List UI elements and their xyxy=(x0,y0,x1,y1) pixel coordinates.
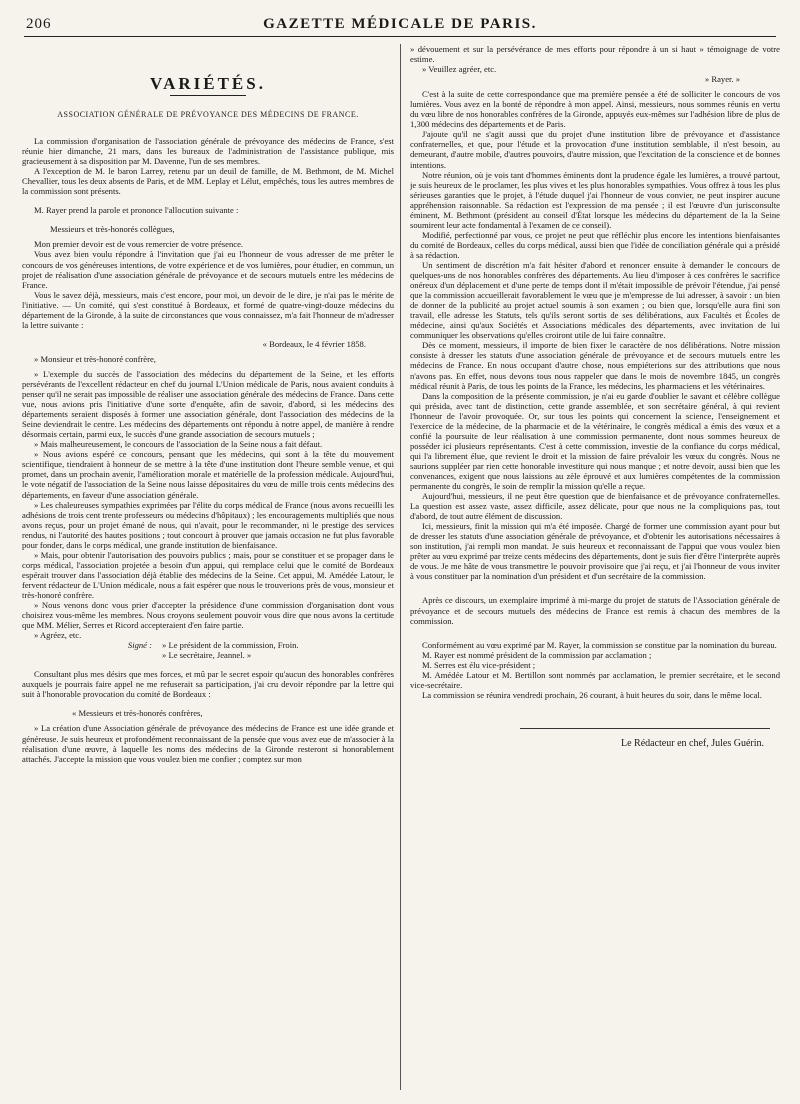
bureau-paragraph-1: Conformément au vœu exprimé par M. Rayer, la commission se constitue par la nomination du bureau. xyxy=(422,639,777,650)
right-paragraph-1: C'est à la suite de cette correspondance que ma première pensée a été de solliciter le concours de vos lumières. Vous avez en la bonté de répondre à mon appel. Ainsi, messieurs, nous sommes réunis en vertu du vœu libre de nos honorables confrères de la Gironde, appuyés eux-mêmes sur l'adhésion libre de plus de 1,300 médecins des départements et de Paris. xyxy=(410,89,780,130)
letter-paragraph-7: » Agréez, etc. xyxy=(34,630,82,641)
letter-paragraph-6: » Nous venons donc vous prier d'accepter la présidence d'une commission d'organisation dont vous choisirez vous-même les membres. Nous croyons seulement pouvoir vous dire que nous avons la certitude que MM. Mélier, Serres et Ricord accepteraient d'en faire partie. xyxy=(22,600,394,631)
speech-paragraph-3: Vous le savez déjà, messieurs, mais c'est encore, pour moi, un devoir de le dire, je n'ai pas le mérite de l'initiative. — Un comité, qui s'est constitué à Bordeaux, et formé de quatre-vingt-douze médecins du département de la Gironde, à la suite de circonstances que vous connaissez, m'a fait l'honneur de m'adresser la lettre suivante : xyxy=(22,289,394,330)
reply-signature: » Rayer. » xyxy=(704,74,740,85)
bureau-paragraph-4: M. Amédée Latour et M. Bertillon sont nommés par acclamation, le premier secrétaire, et le second vice-secrétaire. xyxy=(410,669,780,690)
reply-close: » Veuillez agréer, etc. xyxy=(422,64,497,75)
after-letter-paragraph: Consultant plus mes désirs que mes forces, et mû par le secret espoir qu'aucun des honorables confrères auxquels je pourrais faire appel ne me refuserait sa participation, j'ai cru devoir répondre par la lettre qui suit à l'honorable provocation du comité de Bordeaux : xyxy=(22,669,394,700)
page-number: 206 xyxy=(26,16,52,32)
letter-date: « Bordeaux, le 4 février 1858. xyxy=(262,338,366,349)
signature-line-1: » Le président de la commission, Froin. xyxy=(162,640,299,651)
right-paragraph-5: Un sentiment de discrétion m'a fait hésiter d'abord et renoncer ensuite à demander le concours de quelques-uns de nos honorables confrères des départements. Au lieu d'imposer à ces confrères le sacrifice onéreux d'un déplacement et d'une perte de temps dont il m'était impossible de prévoir l'étendue, j'ai pensé que la commission accueillerait favorablement le vœu que je m'empresse de lui adresser, à savoir : un bien de donner de la publicité au projet actuel soumis à son examen ; ou bien que, lorsqu'elle aura fini son travail, elle adresse les Statuts, tels qu'ils seront sortis de ses délibérations, aux Facultés et Écoles de médecine, ainsi qu'aux Sociétés et Associations médicales des départements, avec invitation de lui communiquer les observations qu'elles croiront utile de lui faire connaître. xyxy=(410,259,780,341)
title-underline xyxy=(170,95,246,96)
after-speech-paragraph: Après ce discours, un exemplaire imprimé à mi-marge du projet de statuts de l'Association générale de prévoyance et de secours mutuels des médecins de France est remis à chacun des membres de la commission. xyxy=(410,595,780,626)
right-paragraph-4: Modifié, perfectionné par vous, ce projet ne peut que réfléchir plus encore les intentions bienfaisantes du comité de Bordeaux, celles du corps médical, aussi bien que l'idée de conciliation générale qui a présidé à sa rédaction. xyxy=(410,229,780,260)
right-paragraph-6: Dès ce moment, messieurs, il importe de bien fixer le caractère de nos délibérations. Notre mission consiste à dresser les statuts d'une association générale de prévoyance et de secours mutuels entre les médecins de France. En nous occupant d'autre chose, nous empiéterions sur des attributions que nous n'avons pas. En effet, nous devons tous nous rappeler que dans le mois de novembre 1845, un congrès médical réunit à Paris, de tous les points de la France, les médecins, les pharmaciens et les vétérinaires. xyxy=(410,340,780,391)
signature-label: Signé : xyxy=(127,640,152,651)
reply-salutation: « Messieurs et très-honorés confrères, xyxy=(72,708,203,719)
bureau-paragraph-2: M. Rayer est nommé président de la commission par acclamation ; xyxy=(422,649,652,660)
letter-signature xyxy=(22,640,394,660)
speech-paragraph-2: Vous avez bien voulu répondre à l'invitation que j'ai eu l'honneur de vous adresser de me prêter le concours de vos généreuses intentions, de votre expérience et de vos lumières, pour étudier, en commun, un projet de réalisation d'une association générale de prévoyance et de secours mutuels entre les médecins de France. xyxy=(22,249,394,290)
speech-paragraph-1: Mon premier devoir est de vous remercier de votre présence. xyxy=(34,239,244,250)
intro-paragraph-1: La commission d'organisation de l'association générale de prévoyance des médecins de France, s'est réunie hier dimanche, 21 mars, dans les bureaux de l'administration de l'assistance publique, mis gracieusement à sa disposition par M. Davenne, l'un de ses membres. xyxy=(22,136,394,167)
rayer-intro: M. Rayer prend la parole et prononce l'allocution suivante : xyxy=(34,205,239,216)
letter-paragraph-4: » Les chaleureuses sympathies exprimées par l'élite du corps médical de France (nous avons recueilli les adhésions de trois cent trente professeurs ou médecins d'hôpitaux) ; les encouragements multipliés que nous avons reçus, pour un projet émané de nous, qui n'avait, pour le recommander, ni le prestige des services rendus, ni l'autorité des hautes positions ; tout concourt à prouver que jamais occasion ne fut plus favorable pour fonder, dans le corps médical, une grande institution de bienfaisance. xyxy=(22,499,394,550)
section-title: VARIÉTÉS. xyxy=(150,74,266,93)
page-header xyxy=(24,14,776,37)
left-column xyxy=(22,44,394,1094)
bureau-paragraph-3: M. Serres est élu vice-président ; xyxy=(422,659,536,670)
column-divider xyxy=(400,44,401,1090)
letter-paragraph-1: » L'exemple du succès de l'association des médecins du département de la Seine, et les efforts persévérants de l'excellent rédacteur en chef du journal L'Union médicale de Paris, nous avaient conduits à penser qu'il ne serait pas impossible de réaliser une association générale des médecins de France. Dans cette vue, nous avions pris l'initiative d'une sorte d'enquête, afin de savoir, d'abord, si les médecins des départements seraient disposés à former une association générale, dont l'association des médecins de la Seine deviendrait le centre. Les médecins des départements ont répondu à notre appel, de manière à rendre désormais certain, parmi eux, le succès d'une grande association de secours mutuels ; xyxy=(22,368,394,440)
right-paragraph-9: Ici, messieurs, finit la mission qui m'a été imposée. Chargé de former une commission ayant pour but de dresser les statuts d'une association générale de prévoyance, et d'obtenir les autorisations nécessaires à son institution, j'ai rempli mon mandat. Je suis heureux et reconnaissant de l'appui que vous voulez bien prêter au vœu exprimé par treize cents médecins des départements, dont je suis fier d'être l'interprète auprès de vous. Je me hâte de vous transmettre le pouvoir provisoire que j'ai reçu, et j'ai l'honneur de vous inviter à vous constituer par la nomination d'un président et d'un secrétaire de la commission. xyxy=(410,521,780,582)
signature-line-2: » Le secrétaire, Jeannel. » xyxy=(162,650,252,661)
article-subtitle: ASSOCIATION GÉNÉRALE DE PRÉVOYANCE DES MÉDECINS DE FRANCE. xyxy=(57,110,359,119)
right-paragraph-8: Aujourd'hui, messieurs, il ne peut être question que de bienfaisance et de prévoyance confraternelles. La question est assez vaste, assez difficile, assez délicate, pour que nous ne la compliquions pas, tout d'abord, de tout autre élément de discussion. xyxy=(410,491,780,522)
right-paragraph-7: Dans la composition de la présente commission, je n'ai eu garde d'oublier le savant et célèbre collègue qui présida, avec tant de distinction, cette grande assemblée, et son secrétaire général, à qui revient l'honneur de l'avoir provoquée. Or, sur tous les points qui concernent la science, l'enseignement et l'exercice de la médecine, de la pharmacie et de la vétérinaire, le congrès médical a émis des vœux et a confié la poursuite de leur réalisation à une commission permanente, dont nous sommes heureux de posséder ici plusieurs représentants. C'est à cette commission, investie de la confiance du corps médical, qui l'a librement élue, que revient le droit et la mission de faire prévaloir les vœux du congrès. Nous ne saurions suppléer par rien cette honorable investiture qui nous manque ; et notre devoir, aussi bien que les convenances, exigent que nous laissions au zèle éprouvé et aux lumières compétentes de la commission permanente du congrès, le soin de remplir la mission qu'elle a reçue. xyxy=(410,390,780,492)
letter-salutation: » Monsieur et très-honoré confrère, xyxy=(34,353,156,364)
letter-paragraph-5: » Mais, pour obtenir l'autorisation des pouvoirs publics ; mais, pour se constituer et se propager dans le corps médical, l'association projetée a besoin d'un appui, qui remplace celui que le comité de Bordeaux espérait trouver dans l'association déjà établie des médecins de la Seine. Cet appui, M. Amédée Latour, le fervent rédacteur de L'Union médicale, nous a fait espérer que nous le trouverions près de vous, monsieur et très-honoré confrère. xyxy=(22,549,394,600)
reply-continued: » dévouement et sur la persévérance de mes efforts pour répondre à un si haut » témoignage de votre estime. xyxy=(410,44,780,65)
right-column xyxy=(410,44,780,1094)
right-paragraph-3: Notre réunion, où je vois tant d'hommes éminents dont la prudence égale les lumières, a trouvé partout, je suis heureux de le proclamer, les plus vives et les plus honorables sympathies. Vous offrez à tous les plus sérieuses garanties que le projet, à l'étude duquel j'ai l'honneur de vous convier, ne peut inspirer aucune appréhension raisonnable. Sa rédaction est l'expression de ma pensée ; il est l'œuvre d'un jurisconsulte éminent, M. Bethmont (président au conseil d'État lorsque les médecins du département de la la Seine soumirent leur acte fondamental à l'examen de ce conseil). xyxy=(410,169,780,230)
journal-title: GAZETTE MÉDICALE DE PARIS. xyxy=(263,16,537,32)
bureau-paragraph-5: La commission se réunira vendredi prochain, 26 courant, à huit heures du soir, dans le même local. xyxy=(422,689,762,700)
editor-signature: Le Rédacteur en chef, Jules Guérin. xyxy=(621,737,764,749)
letter-paragraph-2: » Mais malheureusement, le concours de l'association de la Seine nous a fait défaut. xyxy=(34,439,323,450)
reply-paragraph-start: » La création d'une Association générale de prévoyance des médecins de France est une idée grande et généreuse. Je suis heureux et profondément reconnaissant de la pensée que vous avez eue de m'associer à la réalisation d'une œuvre, à laquelle les noms des médecins de la Gironde resteront si honorablement attachés. J'accepte la mission que vous voulez bien me confier ; comptez sur mon xyxy=(22,723,394,764)
speech-salutation: Messieurs et très-honorés collègues, xyxy=(50,224,175,235)
intro-paragraph-2: A l'exception de M. le baron Larrey, retenu par un deuil de famille, de M. Bethmont, de M. Michel Chevallier, tous les deux absents de Paris, et de MM. Leplay et Lélut, empêchés, tous les autres membres de la commission sont présents. xyxy=(22,166,394,197)
closing-rule xyxy=(520,728,770,729)
letter-paragraph-3: » Nous avions espéré ce concours, pensant que les médecins, qui sont à la tête du mouvement scientifique, tiendraient à honneur de se mettre à la tête d'une institution dont l'heure semble venue, et qui promet, dans un prochain avenir, l'amélioration morale et matérielle de la profession médicale. Aujourd'hui, le vote négatif de l'association de la Seine nous laisse dépositaires du vœu de mille trois cents médecins des départements, en faveur d'une association générale. xyxy=(22,449,394,500)
right-paragraph-2: J'ajoute qu'il ne s'agit aussi que du projet d'une institution libre de prévoyance et d'assistance confraternelles, et que, pour l'étude et la provocation d'une institution semblable, il n'est besoin, au demeurant, d'autre mobile, d'autres pouvoirs, d'autre mission, que l'excitation de la conscience et de bonnes intentions. xyxy=(410,129,780,170)
